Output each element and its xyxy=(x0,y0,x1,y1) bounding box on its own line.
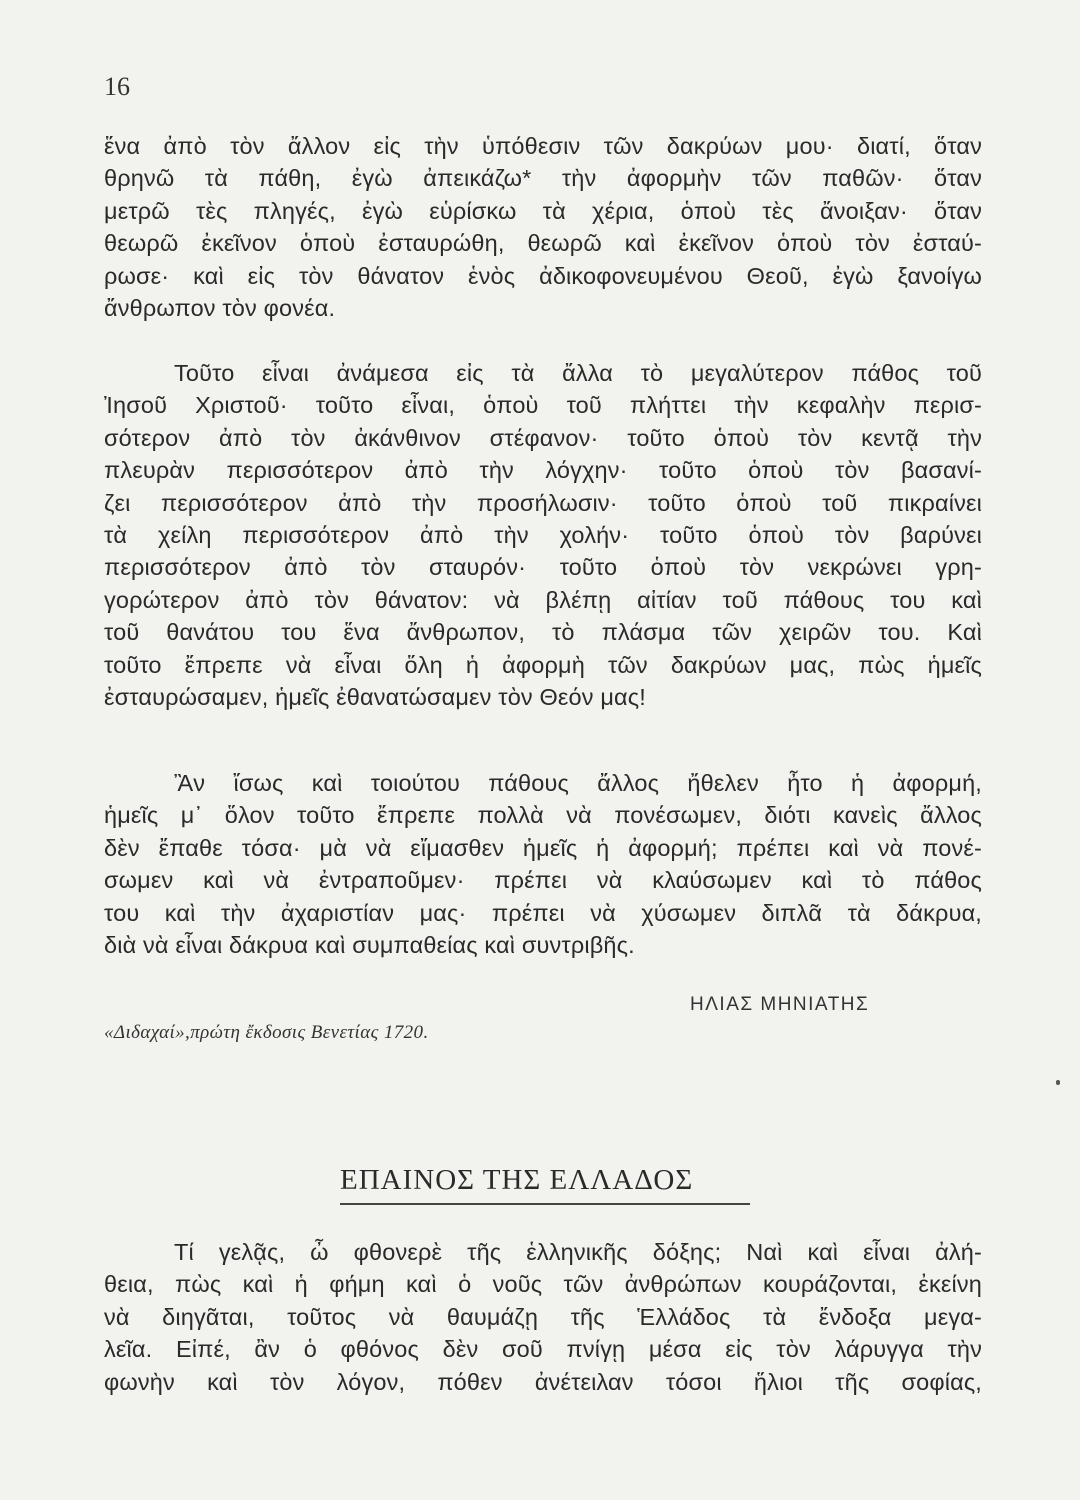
paragraph-touto xyxy=(104,357,982,713)
text-line: μετρῶ τὲς πληγές, ἐγὼ εὑρίσκω τὰ χέρια, ὁποὺ τὲς ἄνοιξαν· ὅταν xyxy=(104,197,982,224)
text-line: φωνὴν καὶ τὸν λόγον, πόθεν ἀνέτειλαν τόσοι ἥλιοι τῆς σοφίας, xyxy=(104,1368,982,1395)
text-line: θεια, πὼς καὶ ἡ φήμη καὶ ὁ νοῦς τῶν ἀνθρώπων κουράζονται, ἐκείνη xyxy=(104,1271,982,1298)
text-line: ρωσε· καὶ εἰς τὸν θάνατον ἑνὸς ἀδικοφονευμένου Θεοῦ, ἐγὼ ξανοίγω xyxy=(104,262,982,289)
ink-speck xyxy=(1056,1080,1060,1085)
text-line: Ἰησοῦ Χριστοῦ· τοῦτο εἶναι, ὁποὺ τοῦ πλήττει τὴν κεφαλὴν περισ- xyxy=(104,392,982,419)
source-citation: «Διδαχαί»,πρώτη ἔκδοσις Βενετίας 1720. xyxy=(104,1022,429,1043)
text-line: Τί γελᾷς, ὦ φθονερὲ τῆς ἑλληνικῆς δόξης; Ναὶ καὶ εἶναι ἀλή- xyxy=(174,1239,982,1265)
text-line: Τοῦτο εἶναι ἀνάμεσα εἰς τὰ ἄλλα τὸ μεγαλύτερον πάθος τοῦ xyxy=(174,360,982,386)
author-signature: ΗΛΙΑΣ ΜΗΝΙΑΤΗΣ xyxy=(690,994,870,1015)
text-line: ἕνα ἀπὸ τὸν ἄλλον εἰς τὴν ὑπόθεσιν τῶν δακρύων μου· διατί, ὅταν xyxy=(104,133,982,159)
text-line: ἄνθρωπον τὸν φονέα. xyxy=(104,294,336,321)
text-line: τὰ χείλη περισσότερον ἀπὸ τὴν χολήν· τοῦτο ὁποὺ τὸν βαρύνει xyxy=(104,521,982,548)
text-line: Ἂν ἴσως καὶ τοιούτου πάθους ἄλλος ἤθελεν ἦτο ἡ ἀφορμή, xyxy=(174,770,982,796)
text-line: ἐσταυρώσαμεν, ἡμεῖς ἐθανατώσαμεν τὸν Θεόν μας! xyxy=(104,683,646,710)
text-line: θεωρῶ ἐκεῖνον ὁποὺ ἐσταυρώθη, θεωρῶ καὶ ἐκεῖνον ὁποὺ τὸν ἐσταύ- xyxy=(104,230,982,257)
paragraph-continuation xyxy=(104,130,982,324)
text-line: γορώτερον ἀπὸ τὸν θάνατον: νὰ βλέπῃ αἰτίαν τοῦ πάθους του καὶ xyxy=(104,586,982,613)
text-line: σωμεν καὶ νὰ ἐντραποῦμεν· πρέπει νὰ κλαύσωμεν καὶ τὸ πάθος xyxy=(104,867,982,894)
text-line: ζει περισσότερον ἀπὸ τὴν προσήλωσιν· τοῦτο ὁποὺ τοῦ πικραίνει xyxy=(104,489,982,516)
text-line: σότερον ἀπὸ τὸν ἀκάνθινον στέφανον· τοῦτο ὁποὺ τὸν κεντᾷ τὴν xyxy=(104,424,982,451)
text-line: ἡμεῖς μ᾽ ὅλον τοῦτο ἔπρεπε πολλὰ νὰ πονέσωμεν, διότι κανεὶς ἄλλος xyxy=(104,802,982,829)
text-line: λεῖα. Εἰπέ, ἂν ὁ φθόνος δὲν σοῦ πνίγῃ μέσα εἰς τὸν λάρυγγα τὴν xyxy=(104,1336,982,1363)
text-line: τοῦ θανάτου του ἕνα ἄνθρωπον, τὸ πλάσμα τῶν χειρῶν του. Καὶ xyxy=(104,619,982,646)
text-line: διὰ νὰ εἶναι δάκρυα καὶ συμπαθείας καὶ συντριβῆς. xyxy=(104,931,635,958)
text-line: τοῦτο ἔπρεπε νὰ εἶναι ὅλη ἡ ἀφορμὴ τῶν δακρύων μας, πὼς ἡμεῖς xyxy=(104,651,982,678)
text-line: του καὶ τὴν ἀχαριστίαν μας· πρέπει νὰ χύσωμεν διπλᾶ τὰ δάκρυα, xyxy=(104,899,982,926)
paragraph-ti-gelas xyxy=(104,1236,982,1398)
text-line: δὲν ἔπαθε τόσα· μὰ νὰ εἴμασθεν ἡμεῖς ἡ ἀφορμή; πρέπει καὶ νὰ πονέ- xyxy=(104,834,982,861)
section-title: ΕΠΑΙΝΟΣ ΤΗΣ ΕΛΛΑΔΟΣ xyxy=(340,1164,694,1196)
page-number: 16 xyxy=(104,72,130,101)
paragraph-an-isos xyxy=(104,767,982,961)
text-line: πλευρὰν περισσότερον ἀπὸ τὴν λόγχην· τοῦτο ὁποὺ τὸν βασανί- xyxy=(104,457,982,484)
text-line: νὰ διηγᾶται, τοῦτος νὰ θαυμάζῃ τῆς Ἑλλάδος τὰ ἔνδοξα μεγα- xyxy=(104,1303,982,1330)
title-underline xyxy=(340,1203,750,1205)
text-line: θρηνῶ τὰ πάθη, ἐγὼ ἀπεικάζω* τὴν ἀφορμὴν τῶν παθῶν· ὅταν xyxy=(104,165,982,192)
text-line: περισσότερον ἀπὸ τὸν σταυρόν· τοῦτο ὁποὺ τὸν νεκρώνει γρη- xyxy=(104,554,982,581)
